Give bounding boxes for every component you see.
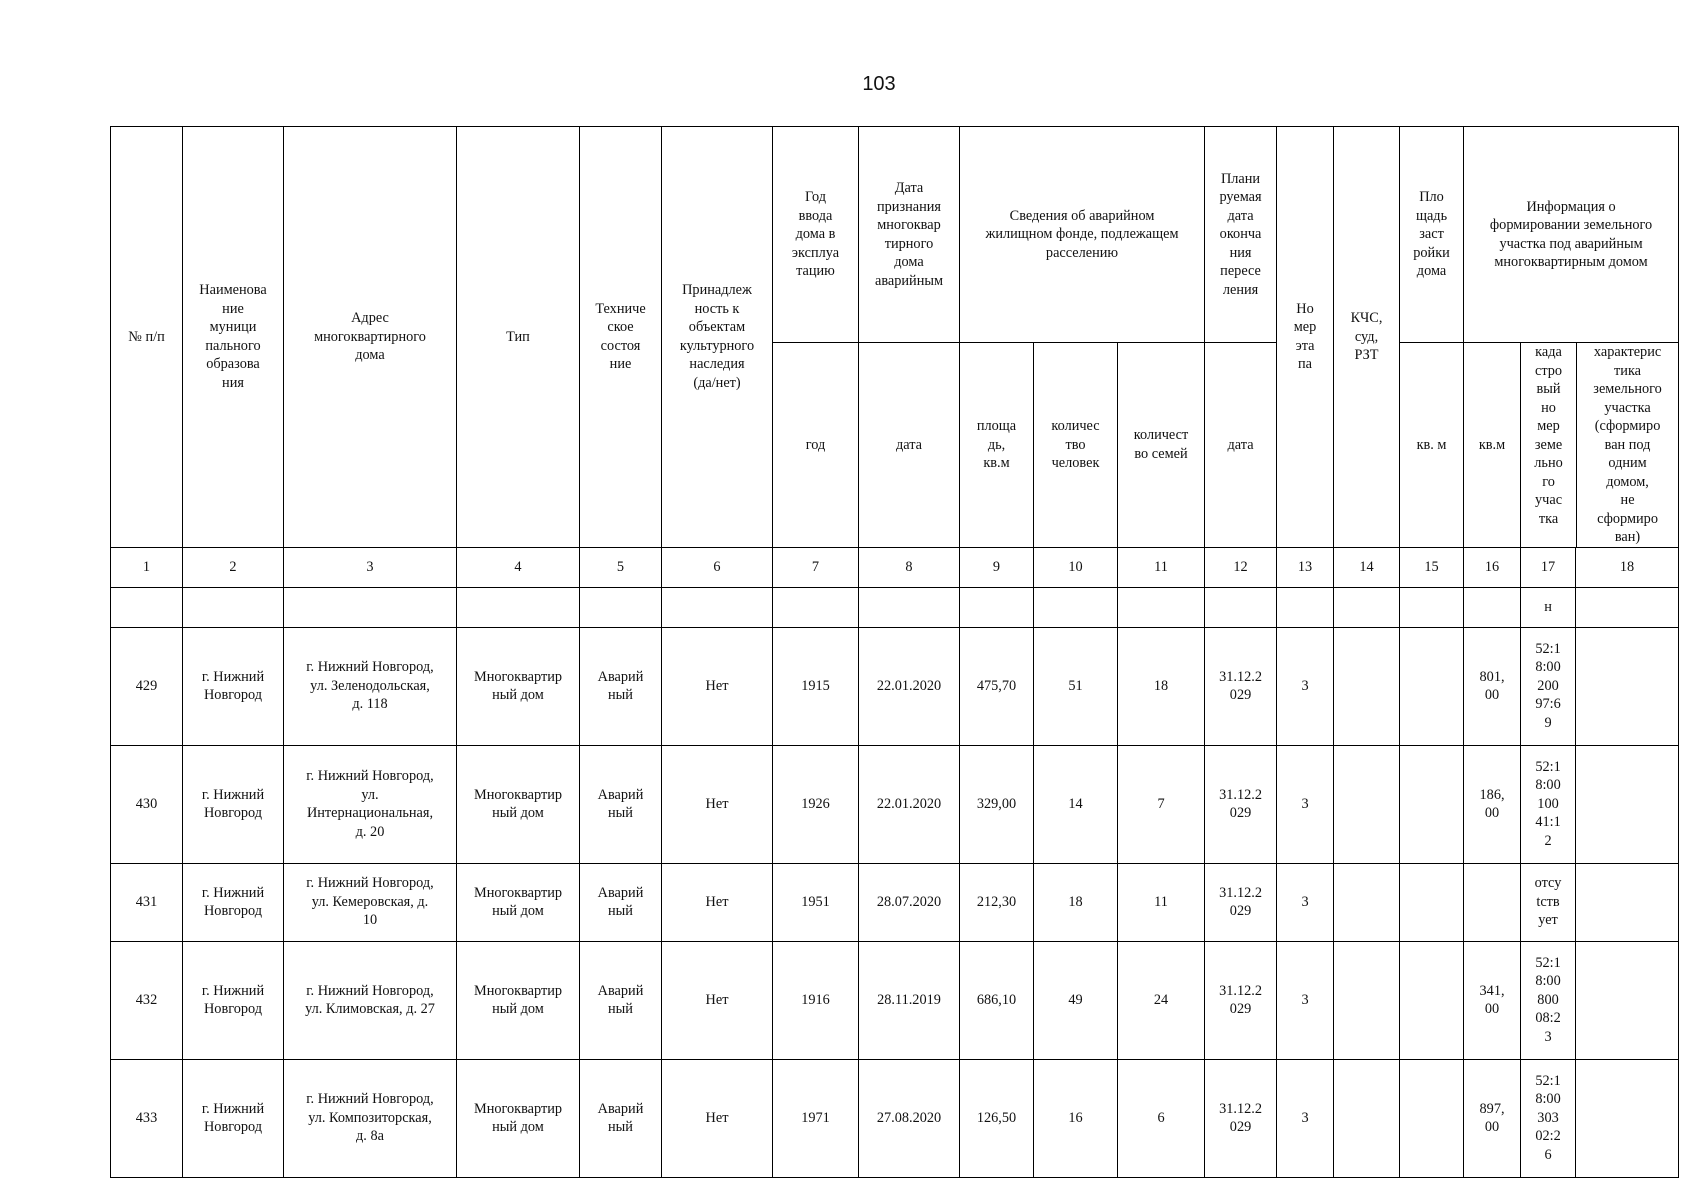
col-number: 6: [662, 547, 773, 587]
address-cell: г. Нижний Новгород, ул. Кемеровская, д. 10: [284, 863, 457, 941]
condition-cell: Аварий ный: [580, 1059, 662, 1177]
area-cell: 126,50: [960, 1059, 1034, 1177]
planned-date-cell: 31.12.2 029: [1205, 863, 1277, 941]
planned-date-cell: 31.12.2 029: [1205, 627, 1277, 745]
planned-date-cell: 31.12.2 029: [1205, 941, 1277, 1059]
condition-cell: Аварий ный: [580, 627, 662, 745]
col-number: 5: [580, 547, 662, 587]
municipality-cell: г. Нижний Новгород: [183, 941, 284, 1059]
people-cell: 16: [1034, 1059, 1118, 1177]
subheader-planned-date: дата: [1205, 343, 1277, 548]
condition-cell: Аварий ный: [580, 941, 662, 1059]
table-row: [111, 627, 1679, 745]
col-number: 16: [1464, 547, 1521, 587]
area-cell: 686,10: [960, 941, 1034, 1059]
land-char-cell: [1576, 627, 1679, 745]
recognition-date-cell: 22.01.2020: [859, 627, 960, 745]
continuation-row: [111, 587, 1679, 627]
recognition-date-cell: 27.08.2020: [859, 1059, 960, 1177]
planned-date-cell: 31.12.2 029: [1205, 745, 1277, 863]
col-number: 9: [960, 547, 1034, 587]
land-char-cell: [1576, 941, 1679, 1059]
families-cell: 18: [1118, 627, 1205, 745]
type-cell: Многоквартир ный дом: [457, 627, 580, 745]
row-number: 430: [111, 745, 183, 863]
header-kchs: КЧС, суд, РЗТ: [1334, 127, 1400, 548]
header-build-area: Пло щадь заст ройки дома: [1400, 127, 1464, 343]
header-stage: Но мер эта па: [1277, 127, 1334, 548]
land-char-cell: [1576, 1059, 1679, 1177]
year-cell: 1951: [773, 863, 859, 941]
land-area-cell: 897, 00: [1464, 1059, 1521, 1177]
area-cell: 329,00: [960, 745, 1034, 863]
land-area-cell: 341, 00: [1464, 941, 1521, 1059]
header-row-top: [111, 127, 1679, 343]
row-number: 429: [111, 627, 183, 745]
header-num: № п/п: [111, 127, 183, 548]
subheader-land-char: характерис тика земельного участка (сформиро ван под одним домом, не сформиро ван): [1593, 344, 1662, 545]
year-cell: 1916: [773, 941, 859, 1059]
heritage-cell: Нет: [662, 745, 773, 863]
stage-cell: 3: [1277, 941, 1334, 1059]
cadastral-cell: 52:1 8:00 100 41:1 2: [1521, 745, 1576, 863]
recognition-date-cell: 22.01.2020: [859, 745, 960, 863]
stage-cell: 3: [1277, 627, 1334, 745]
page-number: 103: [862, 73, 896, 95]
recognition-date-cell: 28.07.2020: [859, 863, 960, 941]
table-row: [111, 941, 1679, 1059]
header-address: Адрес многоквартирного дома: [284, 127, 457, 548]
area-cell: 475,70: [960, 627, 1034, 745]
land-char-cell: [1576, 745, 1679, 863]
land-subheaders: [1521, 343, 1679, 548]
address-cell: г. Нижний Новгород, ул. Интернациональная, д. 20: [284, 745, 457, 863]
year-cell: 1915: [773, 627, 859, 745]
column-numbers-row: [111, 547, 1679, 587]
table-row: [111, 1059, 1679, 1177]
subheader-build-area-unit: кв. м: [1400, 343, 1464, 548]
year-cell: 1926: [773, 745, 859, 863]
col-number: 11: [1118, 547, 1205, 587]
address-cell: г. Нижний Новгород, ул. Композиторская, д. 8а: [284, 1059, 457, 1177]
type-cell: Многоквартир ный дом: [457, 745, 580, 863]
kchs-cell: [1334, 1059, 1400, 1177]
emergency-housing-table: [110, 126, 1679, 1178]
heritage-cell: Нет: [662, 627, 773, 745]
col-number: 4: [457, 547, 580, 587]
header-planned-date: Плани руемая дата оконча ния пересе ления: [1205, 127, 1277, 343]
land-area-cell: 801, 00: [1464, 627, 1521, 745]
header-condition: Техниче ское состоя ние: [580, 127, 662, 548]
recognition-date-cell: 28.11.2019: [859, 941, 960, 1059]
cadastral-cell: отсу tств ует: [1521, 863, 1576, 941]
type-cell: Многоквартир ный дом: [457, 941, 580, 1059]
cadastral-cell: 52:1 8:00 800 08:2 3: [1521, 941, 1576, 1059]
subheader-area: площа дь, кв.м: [960, 343, 1034, 548]
col-number: 3: [284, 547, 457, 587]
people-cell: 18: [1034, 863, 1118, 941]
col-number: 15: [1400, 547, 1464, 587]
subheader-date: дата: [859, 343, 960, 548]
continuation-cell: н: [1521, 587, 1576, 627]
table-row: [111, 863, 1679, 941]
row-number: 433: [111, 1059, 183, 1177]
subheader-year: год: [773, 343, 859, 548]
row-number: 432: [111, 941, 183, 1059]
build-area-cell: [1400, 863, 1464, 941]
header-housing-info: Сведения об аварийном жилищном фонде, подлежащем расселению: [960, 127, 1205, 343]
cadastral-cell: 52:1 8:00 303 02:2 6: [1521, 1059, 1576, 1177]
kchs-cell: [1334, 627, 1400, 745]
address-cell: г. Нижний Новгород, ул. Климовская, д. 27: [284, 941, 457, 1059]
header-heritage: Принадлеж ность к объектам культурного наследия (да/нет): [662, 127, 773, 548]
stage-cell: 3: [1277, 863, 1334, 941]
heritage-cell: Нет: [662, 941, 773, 1059]
land-area-cell: [1464, 863, 1521, 941]
build-area-cell: [1400, 1059, 1464, 1177]
area-cell: 212,30: [960, 863, 1034, 941]
stage-cell: 3: [1277, 745, 1334, 863]
kchs-cell: [1334, 863, 1400, 941]
col-number: 12: [1205, 547, 1277, 587]
subheader-cadastral: када стро вый но мер земе льно го учас тка: [1521, 343, 1577, 547]
header-year: Год ввода дома в эксплуа тацию: [773, 127, 859, 343]
header-date-recognition: Дата признания многоквар тирного дома аварийным: [859, 127, 960, 343]
kchs-cell: [1334, 941, 1400, 1059]
municipality-cell: г. Нижний Новгород: [183, 1059, 284, 1177]
condition-cell: Аварий ный: [580, 745, 662, 863]
kchs-cell: [1334, 745, 1400, 863]
address-cell: г. Нижний Новгород, ул. Зеленодольская, д. 118: [284, 627, 457, 745]
build-area-cell: [1400, 627, 1464, 745]
subheader-people: количес тво человек: [1034, 343, 1118, 548]
families-cell: 7: [1118, 745, 1205, 863]
col-number: 14: [1334, 547, 1400, 587]
heritage-cell: Нет: [662, 1059, 773, 1177]
table-row: [111, 745, 1679, 863]
people-cell: 49: [1034, 941, 1118, 1059]
row-number: 431: [111, 863, 183, 941]
condition-cell: Аварий ный: [580, 863, 662, 941]
col-number: 10: [1034, 547, 1118, 587]
col-number: 2: [183, 547, 284, 587]
col-number: 1: [111, 547, 183, 587]
planned-date-cell: 31.12.2 029: [1205, 1059, 1277, 1177]
subheader-land-area-unit: кв.м: [1464, 343, 1521, 548]
heritage-cell: Нет: [662, 863, 773, 941]
year-cell: 1971: [773, 1059, 859, 1177]
municipality-cell: г. Нижний Новгород: [183, 627, 284, 745]
build-area-cell: [1400, 745, 1464, 863]
type-cell: Многоквартир ный дом: [457, 1059, 580, 1177]
people-cell: 14: [1034, 745, 1118, 863]
families-cell: 11: [1118, 863, 1205, 941]
type-cell: Многоквартир ный дом: [457, 863, 580, 941]
header-land-info: Информация о формировании земельного участка под аварийным многоквартирным домом: [1464, 127, 1679, 343]
cadastral-cell: 52:1 8:00 200 97:6 9: [1521, 627, 1576, 745]
col-number: 13: [1277, 547, 1334, 587]
land-char-cell: [1576, 863, 1679, 941]
families-cell: 24: [1118, 941, 1205, 1059]
land-area-cell: 186, 00: [1464, 745, 1521, 863]
municipality-cell: г. Нижний Новгород: [183, 745, 284, 863]
header-municipality: Наименова ние муници пального образова ния: [183, 127, 284, 548]
data-rows: [111, 627, 1679, 1177]
municipality-cell: г. Нижний Новгород: [183, 863, 284, 941]
col-number: 18: [1576, 547, 1679, 587]
header-type: Тип: [457, 127, 580, 548]
col-number: 7: [773, 547, 859, 587]
build-area-cell: [1400, 941, 1464, 1059]
col-number: 8: [859, 547, 960, 587]
col-number: 17: [1521, 547, 1576, 587]
families-cell: 6: [1118, 1059, 1205, 1177]
stage-cell: 3: [1277, 1059, 1334, 1177]
people-cell: 51: [1034, 627, 1118, 745]
subheader-families: количест во семей: [1118, 343, 1205, 548]
